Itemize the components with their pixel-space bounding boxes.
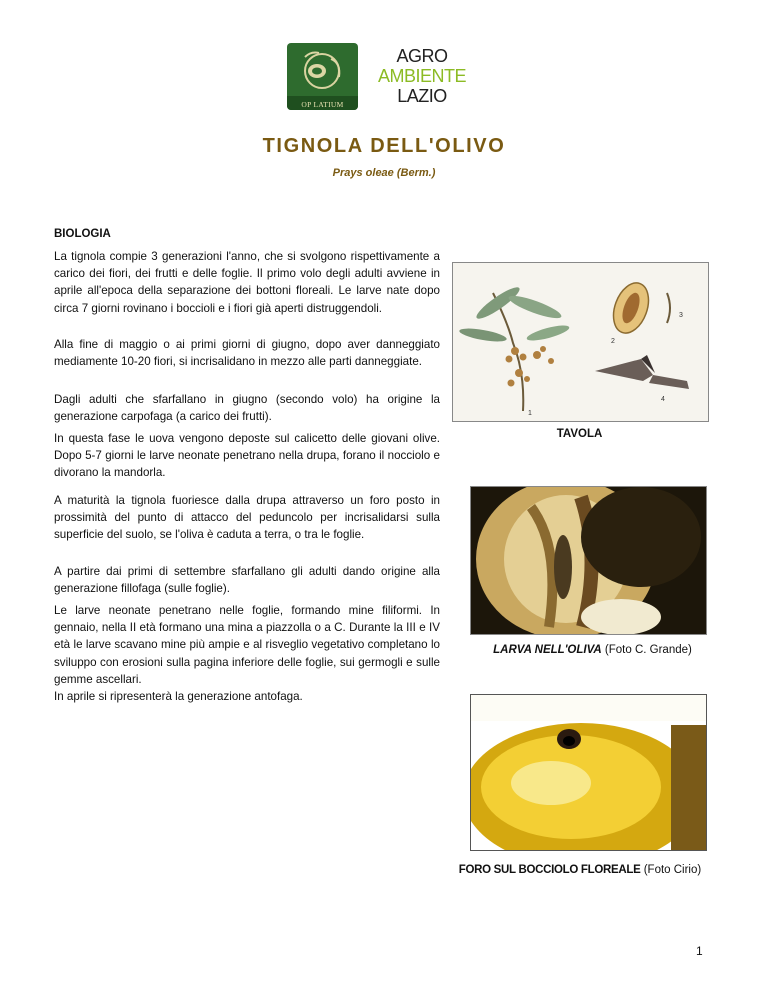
- paragraph-2: Alla fine di maggio o ai primi giorni di giugno, dopo aver danneggiato mediamente 10-20 fiori, si incrisalidano in mezzo alle parti danneggiate.: [54, 338, 440, 369]
- figure-larva-caption-rest: (Foto C. Grande): [601, 644, 692, 656]
- paragraph-1: La tignola compie 3 generazioni l'anno, che si svolgono rispettivamente a carico dei fiori, dei frutti e delle foglie. Il primo volo degli adulti avviene in aprile all'epoca della separazione dei bottoni floreali. Le larve nate dopo circa 7 giorni rovinano i boccioli e i fiori già aperti distruggendoli.: [54, 250, 440, 315]
- olive-moth-plate-illustration: [453, 263, 708, 421]
- page-number: 1: [696, 944, 703, 958]
- figure-foro: [470, 694, 707, 851]
- paragraph-7: Le larve neonate penetrano nelle foglie, formando mine filiformi. In gennaio, nella II età formano una mina a piazzolla o a C. Durante la III e IV età le larve scavano mine più ampie e al risveglio vegetativo completano lo sviluppo con erosioni sulla pagina inferiore delle foglie, sui germogli e sulle gemme ascellari.: [54, 604, 440, 686]
- paragraph-8: In aprile si ripresenterà la generazione antofaga.: [54, 690, 303, 703]
- plate-label-4: 4: [661, 396, 665, 403]
- figure-larva: [470, 486, 707, 635]
- logo-badge: [287, 43, 358, 110]
- page-subtitle: Prays oleae (Berm.): [332, 167, 436, 179]
- larva-in-olive-photo: [471, 487, 706, 634]
- plate-label-1: 1: [528, 410, 532, 417]
- figure-foro-caption-rest: (Foto Cirio): [640, 864, 702, 876]
- section-heading: BIOLOGIA: [54, 228, 111, 240]
- hole-in-flower-bud-photo: [471, 695, 706, 850]
- paragraph-4: In questa fase le uova vengono deposte sul calicetto delle giovani olive. Dopo 5-7 giorni le larve neonate penetrano nella drupa, forano il nocciolo e divorano la mandorla.: [54, 432, 440, 480]
- logo-badge-text: OP LATIUM: [301, 100, 344, 109]
- paragraph-6: A partire dai primi di settembre sfarfallano gli adulti dando origine alla generazione fillofaga (sulle foglie).: [54, 565, 440, 596]
- page-title: TIGNOLA DELL'OLIVO: [262, 135, 506, 157]
- logo-line-ambiente: AMBIENTE: [377, 66, 466, 86]
- paragraph-3: Dagli adulti che sfarfallano in giugno (secondo volo) ha origine la generazione carpofaga (a carico dei frutti).: [54, 393, 440, 424]
- logo-line-lazio: LAZIO: [397, 86, 447, 106]
- figure-tavola-caption-bold: TAVOLA: [556, 428, 603, 440]
- figure-larva-caption-bold: LARVA NELL'OLIVA: [493, 644, 602, 656]
- logo-line-agro: AGRO: [396, 46, 448, 66]
- plate-label-3: 3: [679, 312, 683, 319]
- logo-wordmark: [372, 46, 472, 106]
- plate-label-2: 2: [611, 338, 615, 345]
- figure-tavola-caption: [452, 428, 707, 440]
- figure-foro-caption: [445, 864, 715, 876]
- figure-tavola: [452, 262, 709, 422]
- figure-foro-caption-bold: FORO SUL BOCCIOLO FLOREALE: [458, 864, 641, 876]
- paragraph-5: A maturità la tignola fuoriesce dalla drupa attraverso un foro posto in prossimità del punto di attacco del peduncolo per incrisalidarsi sulla superficie del suolo, se l'oliva è caduta a terra, o tra le foglie.: [54, 494, 440, 542]
- figure-larva-caption: [470, 644, 715, 656]
